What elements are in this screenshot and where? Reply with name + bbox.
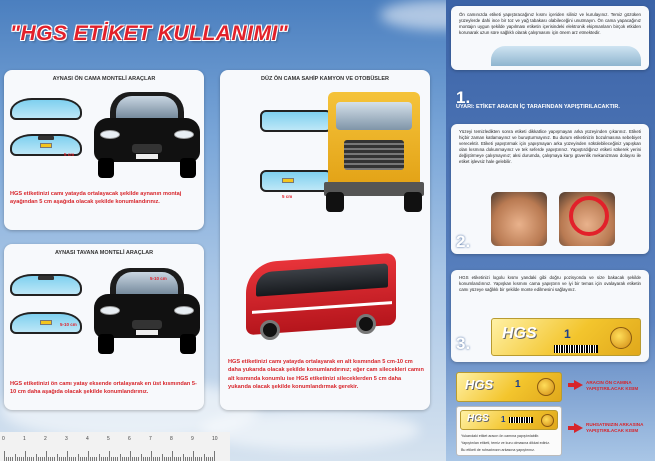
ruler-tick [21,457,22,461]
arrow-right-icon [574,380,583,390]
ruler-tick [117,457,118,461]
ruler-tick [122,457,123,461]
barcode [509,417,533,423]
ruler-tick [132,457,133,461]
mirror [38,276,54,280]
ruler-tick [168,457,169,461]
ruler-tick [57,454,58,461]
ruler-tick [214,451,215,461]
step-number: 1. [456,88,471,107]
panel-mirror-ceiling [4,244,204,410]
ruler-tick [136,457,137,461]
instruction-text: HGS etiketinizi camı yatayda ortalayacak şekilde aynanın montaj ayağından 5 cm aşağıda olacak şekilde konumlandırınız. [10,191,182,206]
ruler-tick [126,457,127,461]
ruler-tick [19,457,20,461]
ruler-tick [50,457,51,461]
ruler-tick [54,457,55,461]
ruler-number: 6 [128,436,131,442]
ruler-tick [210,457,211,461]
ruler-tick [157,457,158,461]
ruler-number: 0 [2,436,5,442]
ruler-number: 1 [23,436,26,442]
ruler-tick [10,457,11,461]
hgs-tag-marker [282,178,294,183]
distance-label: 5-10 cm [150,276,167,281]
ruler-tick [151,451,152,461]
ruler-tick [71,457,72,461]
ruler-tick [189,457,190,461]
license-note: Yapıştırılan etiketi, temiz ve kuru olmasına dikkat ediniz. [461,441,551,445]
ruler-number: 9 [191,436,194,442]
globe-logo-icon [541,414,554,427]
ruler-tick [65,457,66,461]
ruler-tick [88,451,89,461]
ruler-number: 8 [170,436,173,442]
ruler-tick [94,457,95,461]
instruction-text: HGS etiketinizi ön camı yatay eksende ortalayarak en üst kısmından 5-10 cm daha aşağıda olacak şekilde konumlandırınız. [10,381,197,396]
ruler-tick [178,457,179,461]
ruler-tick [61,457,62,461]
hgs-windshield-part [456,372,562,402]
hgs-tag-marker [40,320,52,325]
ruler-tick [187,457,188,461]
hgs-one-badge: 1 [564,327,571,341]
ruler-tick [115,457,116,461]
cloud [200,410,420,450]
ruler-tick [8,457,9,461]
ruler-number: 3 [65,436,68,442]
hgs-license-part [456,406,562,456]
ruler-tick [212,457,213,461]
distance-label: 5-10 cm [60,322,77,327]
instruction-text: HGS etiketinizi camı yatayda ortalayarak en alt kısmından 5 cm-10 cm daha yukarıda olacak şekilde konumlandırınız; eğer cam silecekleri camın alt kısmında konumlu ise HGS etiketinizi sileceklerden 5 cm daha yukarıda olacak şekilde konumlandırmak gerekir. [228,359,424,391]
ruler-tick [120,454,121,461]
ruler-tick [82,457,83,461]
ruler-tick [52,457,53,461]
windshield-diagram [260,110,332,132]
hgs-tag-marker [40,143,52,148]
step-text: Yüzeyi temizledikten sonra etiketi dikkatlice yapışmayan arka yüzeyinden çıkarınız. Etiketi hiçbir zaman katlamayınız ve buruşturmayınız. Bu durum etiketinizin bozulmasına sebebiyet verecektir. Etiketi yapıştırmak için yapışmayan arka yüzeyinden sökülebileceğiniz yapışkan olan kısmına dokunmayınız ve tek seferde yapıştırınız. Yapıştırdığınız etiketi sökerek yerini değiştirmeye çalışmayınız; aksi durumda, çalışmaya karşı güvenlik mekanizması dolayısı ile etiket işlevsiz hale gelebilir. [459,129,641,164]
hand-peel-illustration [491,192,547,246]
ruler-tick [174,457,175,461]
ruler-tick [44,457,45,461]
hgs-logo: HGS [467,413,489,424]
truck-illustration [324,92,424,212]
ruler-tick [40,457,41,461]
ruler-tick [170,457,171,461]
step-text: HGS etiketinizi logolu kısmı yandaki gibi doğru pozisyonda ve size bakacak şekilde konumlandırınız. Yapışkan kısmını cama yapıştırın ve iyi bir temas için ovalayarak etiketin camı yüzeye sağlıklı bir şekilde monte edilmesini sağlayınız. [459,275,641,292]
panel-flat-windshield [220,70,430,410]
ruler-tick [176,457,177,461]
step-1-panel [451,6,649,70]
ruler-tick [29,457,30,461]
ruler-tick [185,457,186,461]
ruler-tick [96,457,97,461]
ruler-tick [80,457,81,461]
measurement-ruler [0,432,230,461]
ruler-tick [193,451,194,461]
hgs-logo: HGS [465,377,494,392]
barcode [554,345,598,353]
ruler-tick [67,451,68,461]
warning-text: UYARI: ETİKET ARACIN İÇ TARAFINDAN YAPIŞTIRILACAKTIR. [456,104,620,110]
ruler-tick [59,457,60,461]
car-illustration [92,268,202,356]
panel-heading: DÜZ ÖN CAMA SAHİP KAMYON VE OTOBÜSLER [261,76,389,82]
ruler-tick [17,457,18,461]
ruler-tick [36,454,37,461]
ruler-tick [145,457,146,461]
ruler-tick [105,457,106,461]
panel-heading: AYNASI ÖN CAMA MONTELİ ARAÇLAR [52,76,156,82]
license-note: Bu etiketi de ruhsatınızın arkasına yapıştırınız. [461,448,535,452]
ruler-tick [124,457,125,461]
ruler-tick [128,457,129,461]
ruler-tick [149,457,150,461]
ruler-tick [46,451,47,461]
ruler-tick [143,457,144,461]
ruler-tick [113,457,114,461]
ruler-tick [78,454,79,461]
ruler-tick [12,457,13,461]
ruler-tick [99,454,100,461]
panel-heading: AYNASI TAVANA MONTELİ ARAÇLAR [54,250,154,256]
page-title: "HGS ETİKET KULLANIMI" [10,22,289,45]
car-illustration [92,92,202,180]
ruler-tick [27,457,28,461]
hgs-one-badge: 1 [501,415,506,424]
ruler-tick [153,457,154,461]
windshield-part-label: ARACIN ÖN CAMINA YAPIŞTIRILACAK KISIM [586,380,639,391]
ruler-tick [109,451,110,461]
ruler-tick [38,457,39,461]
step-number: 3. [456,334,471,353]
ruler-tick [130,451,131,461]
hgs-mini-card [460,410,558,430]
distance-label: 5 cm [64,152,75,157]
license-note: Yukarıdaki etiket aracın ön camına yapıştırılabilir. [461,434,540,438]
ruler-tick [92,457,93,461]
license-part-label: RUHSATINIZIN ARKASINA YAPIŞTIRILACAK KISIM [586,422,644,433]
windshield-diagram [10,98,82,120]
ruler-tick [159,457,160,461]
ruler-tick [166,457,167,461]
ruler-tick [75,457,76,461]
globe-logo-icon [537,378,555,396]
prohibited-icon [569,196,609,236]
ruler-tick [141,454,142,461]
ruler-tick [31,457,32,461]
ruler-tick [103,457,104,461]
ruler-tick [63,457,64,461]
ruler-tick [111,457,112,461]
ruler-tick [33,457,34,461]
ruler-tick [164,457,165,461]
hgs-sticker [491,318,641,356]
globe-logo-icon [610,327,632,349]
ruler-tick [6,457,7,461]
ruler-tick [180,457,181,461]
mirror [38,136,54,140]
ruler-tick [191,457,192,461]
ruler-tick [199,457,200,461]
step-text: Ön camınızda etiketi yapıştıracağınız kısmı içeriden siliniz ve kurulayınız. Temiz gözüken yüzeylerde dahi ince bir toz ve yağ tabakası olabileceğini unutmayın. Ön cama yapacağınız montajın uygun şekilde yapılması etiketin içerisindeki elektronik ekipmanların birçok etkiden korunarak uzun süre sağlıklı olarak çalışmasını için önem arz etmektedir. [459,12,641,35]
ruler-tick [73,457,74,461]
ruler-tick [69,457,70,461]
ruler-number: 2 [44,436,47,442]
ruler-tick [138,457,139,461]
ruler-tick [197,457,198,461]
step-3-panel [451,270,649,362]
ruler-tick [172,451,173,461]
ruler-tick [155,457,156,461]
ruler-number: 5 [107,436,110,442]
panel-mirror-windshield [4,70,204,230]
hgs-one-badge: 1 [515,379,521,390]
ruler-tick [25,451,26,461]
ruler-tick [206,457,207,461]
arrow-right-icon [574,423,583,433]
ruler-tick [201,457,202,461]
ruler-tick [84,457,85,461]
ruler-tick [15,454,16,461]
hgs-logo: HGS [502,325,537,342]
ruler-number: 7 [149,436,152,442]
step-number: 2. [456,232,471,251]
windshield-diagram [10,274,82,296]
ruler-tick [107,457,108,461]
ruler-tick [134,457,135,461]
windshield-diagram [260,170,332,192]
windshield-illustration [491,46,641,66]
ruler-tick [147,457,148,461]
ruler-tick [90,457,91,461]
ruler-tick [204,454,205,461]
ruler-tick [101,457,102,461]
ruler-tick [23,457,24,461]
ruler-number: 10 [212,436,218,442]
ruler-tick [208,457,209,461]
bus-illustration [246,248,396,348]
distance-label: 5 cm [282,194,293,199]
ruler-tick [195,457,196,461]
ruler-number: 4 [86,436,89,442]
ruler-tick [86,457,87,461]
ruler-tick [162,454,163,461]
step-2-panel [451,124,649,254]
ruler-tick [183,454,184,461]
ruler-tick [42,457,43,461]
ruler-tick [48,457,49,461]
ruler-tick [4,451,5,461]
